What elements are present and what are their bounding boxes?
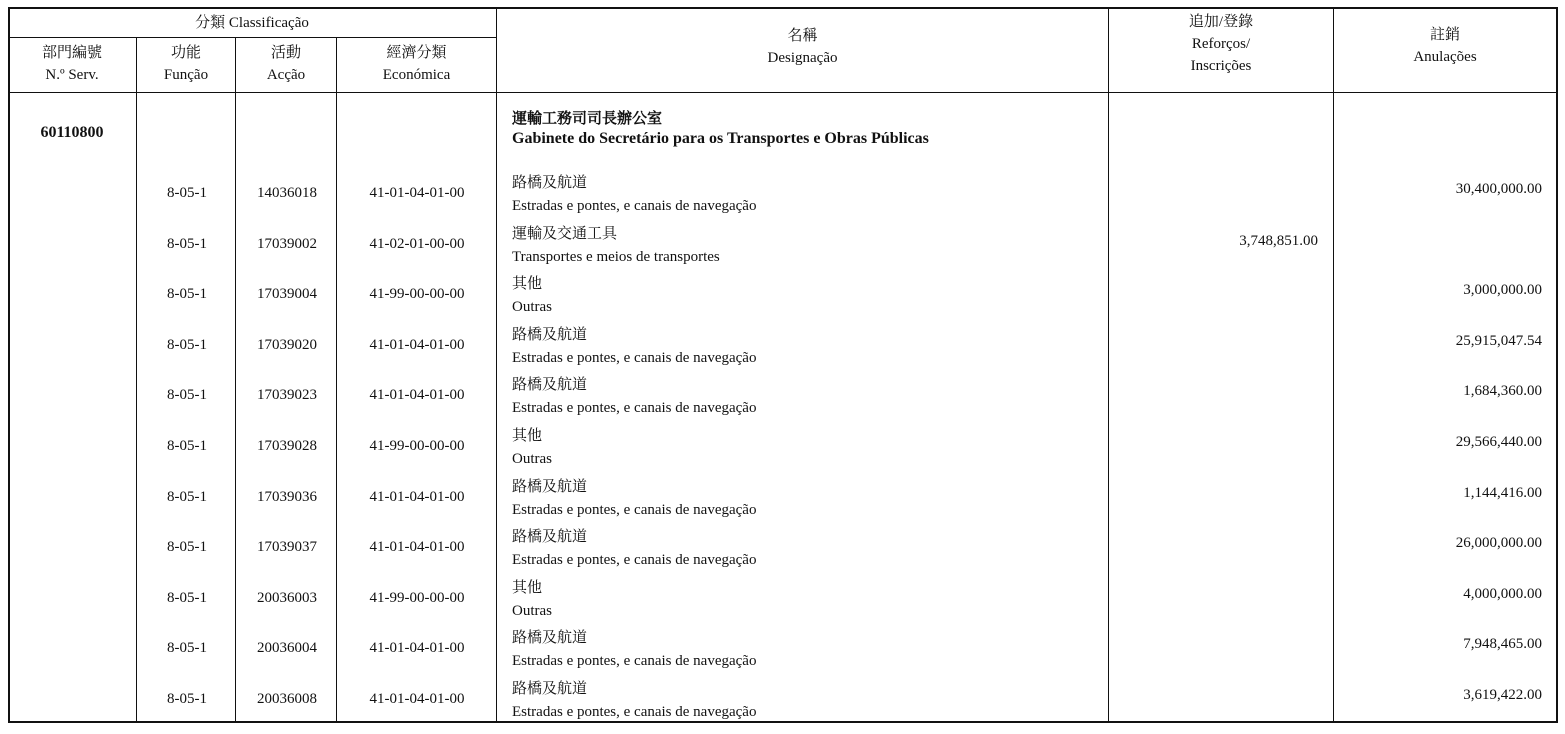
row-action: 17039028 [257, 438, 317, 454]
row-action: 17039002 [257, 235, 317, 252]
row-reinforcement: 3,748,851.00 [1239, 232, 1318, 249]
service-number: 60110800 [40, 124, 104, 141]
header-annulments: 註銷 Anulações [1413, 27, 1477, 65]
row-economic: 41-01-04-01-00 [369, 640, 465, 657]
row-function: 8-05-1 [167, 185, 207, 201]
header-action: 活動 Acção [266, 45, 306, 83]
row-annulment: 26,000,000.00 [1455, 535, 1542, 552]
row-annulment: 1,144,416.00 [1463, 484, 1542, 501]
row-name-zh: 路橋及航道 [512, 175, 588, 191]
row-action: 17039037 [257, 539, 317, 556]
row-function: 8-05-1 [167, 640, 207, 657]
row-function: 8-05-1 [167, 589, 207, 606]
row-annulment: 3,619,422.00 [1463, 687, 1542, 703]
section-title-zh: 運輸工務司司長辦公室 [512, 111, 663, 127]
row-name-zh: 路橋及航道 [512, 529, 588, 546]
header-bottom-line [8, 92, 1558, 93]
header-reinforcements: 追加/登錄 Reforços/ Inscrições [1188, 14, 1254, 74]
row-name-zh: 其他 [512, 428, 543, 444]
col-divider [136, 38, 137, 723]
row-economic: 41-99-00-00-00 [369, 589, 465, 606]
row-name-zh: 路橋及航道 [512, 478, 588, 495]
row-annulment: 7,948,465.00 [1463, 636, 1542, 653]
row-name-zh: 路橋及航道 [512, 326, 588, 343]
row-action: 17039023 [257, 387, 317, 404]
row-function: 8-05-1 [167, 691, 207, 707]
row-economic: 41-01-04-01-00 [369, 539, 465, 556]
row-action: 17039004 [257, 286, 317, 303]
row-annulment: 4,000,000.00 [1463, 585, 1542, 602]
row-economic: 41-02-01-00-00 [369, 235, 465, 252]
row-name-pt: Estradas e pontes, e canais de navegação [512, 653, 757, 670]
row-economic: 41-01-04-01-00 [369, 387, 465, 404]
row-action: 17039020 [257, 336, 317, 353]
col-divider [496, 7, 497, 723]
row-action: 20036003 [257, 589, 317, 606]
row-name-zh: 路橋及航道 [512, 681, 588, 697]
col-divider [235, 38, 236, 723]
row-name-zh: 路橋及航道 [512, 377, 588, 394]
row-name-pt: Estradas e pontes, e canais de navegação [512, 552, 757, 569]
row-name-pt: Estradas e pontes, e canais de navegação [512, 501, 757, 518]
header-classification: 分類 Classificação [195, 15, 309, 31]
row-function: 8-05-1 [167, 235, 207, 252]
row-economic: 41-99-00-00-00 [369, 286, 465, 303]
row-annulment: 30,400,000.00 [1455, 181, 1542, 197]
row-annulment: 29,566,440.00 [1455, 434, 1542, 450]
row-action: 20036008 [257, 691, 317, 707]
col-divider [1333, 7, 1334, 723]
row-action: 14036018 [257, 185, 317, 201]
row-name-pt: Estradas e pontes, e canais de navegação [512, 198, 757, 214]
row-name-zh: 路橋及航道 [512, 630, 588, 647]
row-economic: 41-01-04-01-00 [369, 185, 465, 201]
section-title-pt: Gabinete do Secretário para os Transportes e Obras Públicas [512, 130, 929, 147]
row-function: 8-05-1 [167, 539, 207, 556]
row-name-zh: 其他 [512, 276, 543, 293]
row-function: 8-05-1 [167, 286, 207, 303]
header-designation: 名稱 Designação [767, 28, 838, 66]
row-function: 8-05-1 [167, 387, 207, 404]
row-annulment: 25,915,047.54 [1455, 332, 1542, 349]
row-economic: 41-99-00-00-00 [369, 438, 465, 454]
row-action: 20036004 [257, 640, 317, 657]
row-action: 17039036 [257, 488, 317, 505]
row-name-zh: 其他 [512, 579, 543, 596]
row-economic: 41-01-04-01-00 [369, 488, 465, 505]
row-function: 8-05-1 [167, 336, 207, 353]
row-name-pt: Outras [512, 451, 552, 467]
row-annulment: 1,684,360.00 [1463, 383, 1542, 400]
row-name-pt: Estradas e pontes, e canais de navegação [512, 349, 757, 366]
row-function: 8-05-1 [167, 438, 207, 454]
row-name-pt: Estradas e pontes, e canais de navegação [512, 704, 757, 720]
row-name-zh: 運輸及交通工具 [512, 225, 618, 242]
header-function: 功能 Função [163, 45, 209, 83]
row-name-pt: Outras [512, 602, 552, 619]
classification-underline [8, 37, 497, 38]
col-divider [1108, 7, 1109, 723]
row-name-pt: Outras [512, 299, 552, 316]
row-annulment: 3,000,000.00 [1463, 282, 1542, 299]
row-name-pt: Estradas e pontes, e canais de navegação [512, 400, 757, 417]
row-name-pt: Transportes e meios de transportes [512, 248, 720, 265]
row-function: 8-05-1 [167, 488, 207, 505]
header-service-number: 部門編號 N.º Serv. [41, 45, 102, 83]
header-economic: 經濟分類 Económica [382, 45, 451, 83]
row-economic: 41-01-04-01-00 [369, 691, 465, 707]
col-divider [336, 38, 337, 723]
row-economic: 41-01-04-01-00 [369, 336, 465, 353]
